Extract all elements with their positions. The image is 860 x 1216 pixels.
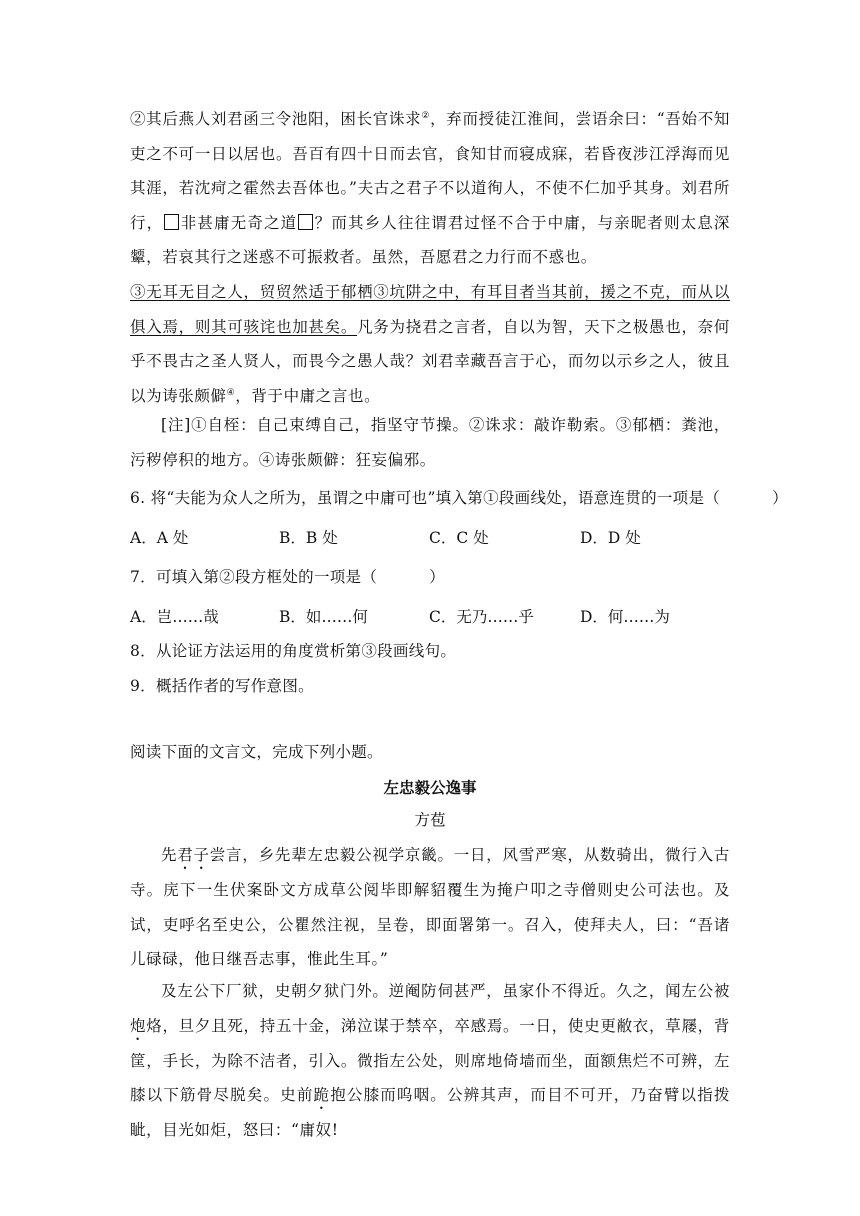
article-author: 方苞	[414, 811, 446, 829]
article-title: 左忠毅公逸事	[383, 778, 477, 797]
q7-option-a[interactable]: A．岂……哉	[130, 608, 219, 626]
passage-paragraph-2	[130, 102, 730, 275]
dotted-char: 跪	[313, 1086, 331, 1104]
dotted-char: 君	[177, 846, 194, 864]
q7-option-b[interactable]: B．如……何	[279, 608, 368, 626]
question-9: 9．概括作者的写作意图。	[130, 677, 314, 695]
annotations: [注]①自桎：自己束缚自己，指坚守节操。②诛求：敲诈勒索。③郁栖：粪池，污秽停积的地方。④诪张颇僻：狂妄偏邪。	[130, 416, 730, 469]
blank-box	[164, 214, 179, 230]
article-paragraph-1	[130, 838, 730, 977]
blank-box	[298, 214, 313, 230]
text: 尝言，乡先辈左忠毅公视学京畿。一日，风雪严寒，从数骑出，微行入古寺。庑下一生伏案卧文方成草公阅毕即解貂覆生为掩户叩之寺僧则史公可法也。及试，吏呼名至史公，公瞿然注视，呈卷，即面署第一。召入，使拜夫人，曰：“吾诸儿碌碌，他日继吾志事，惟此生耳。”	[130, 846, 730, 968]
text: ，为除不洁者，引入。微指左公处，则席地倚墙而坐，面额焦烂不可辨，左膝以下筋骨尽脱矣。史前	[130, 1051, 730, 1104]
text: ，背于中庸之言也。	[235, 386, 381, 405]
text: 凡务为挠君之言者，自以为智，天下之极愚也，奈何乎不畏古之圣人贤人，而畏今之愚人哉？刘君幸藏吾言于心，而勿以示乡之人，彼且以为诪张颇僻	[130, 317, 730, 405]
paren-close: ）	[772, 489, 788, 507]
question-stem: 7．可填入第②段方框处的一项是（	[130, 568, 378, 586]
q7-option-d[interactable]: D．何……为	[580, 608, 670, 626]
text: 先	[161, 846, 178, 864]
q6-option-d[interactable]: D．D 处	[580, 529, 641, 547]
reading-instruction: 阅读下面的文言文，完成下列小题。	[130, 743, 383, 761]
underlined-sentence: ③无耳无目之人，贸贸然适于郁栖③坑阱之中，有耳目者当其前，援之不克，而从以俱入焉，则其可骇诧也加甚矣。	[130, 283, 730, 336]
q6-option-b[interactable]: B．B 处	[279, 529, 338, 547]
dotted-char: 炮	[130, 1016, 147, 1035]
text: ？而其乡人往往谓君过怪不合于中庸，与亲昵者则太息深颦，若哀其行之迷惑不可振救者。虽然，吾愿君之力行而不惑也。	[130, 213, 730, 266]
question-8: 8．从论证方法运用的角度赏析第③段画线句。	[130, 642, 457, 660]
footnote-marker: ④	[226, 387, 236, 398]
text: 及左公下厂狱，史朝夕狱门外。逆阉防伺甚严，虽家仆不得近。久之，闻左公被	[161, 982, 730, 1000]
q7-option-c[interactable]: C．无乃……乎	[429, 608, 534, 626]
text: 抱公膝而呜咽。公辨其声，而目不可开，乃奋臂以指拨眦，目光如炬，怒曰：“庸奴!	[130, 1086, 730, 1139]
question-7	[130, 567, 445, 587]
text: ②其后燕人刘君函三令池阳，困长官诛求	[130, 110, 422, 128]
footnote-marker: ②	[421, 110, 431, 121]
text: 非甚庸无奇之道	[180, 213, 298, 232]
question-stem: 6. 将“夫能为众人之所为，虽谓之中庸可也”填入第①段画线处，语意连贯的一项是（	[130, 489, 721, 507]
article-paragraph-2	[130, 974, 730, 1148]
dotted-char: 子	[193, 846, 210, 864]
passage-paragraph-3	[130, 275, 730, 413]
question-6	[130, 488, 788, 508]
q6-option-c[interactable]: C．C 处	[429, 529, 489, 547]
text: ，弃而授徒江淮间，尝语余曰：“吾始不知吏之不可一日以居也。吾百有四十日而去官，食知甘而寝成寐，若昏夜涉江浮海而见其涯，若沈疴之霍然去吾体也。”夫古之君子不以道徇人，不使不仁加乎其身。刘君所行，	[130, 110, 731, 232]
paren-close: ）	[429, 568, 445, 586]
q6-option-a[interactable]: A．A 处	[130, 529, 189, 547]
text: 烙，旦夕且死，持五十金，涕泣谋于禁卒，卒感焉。一日，使史更敝衣，草屦，背筐，手长	[130, 1016, 730, 1070]
